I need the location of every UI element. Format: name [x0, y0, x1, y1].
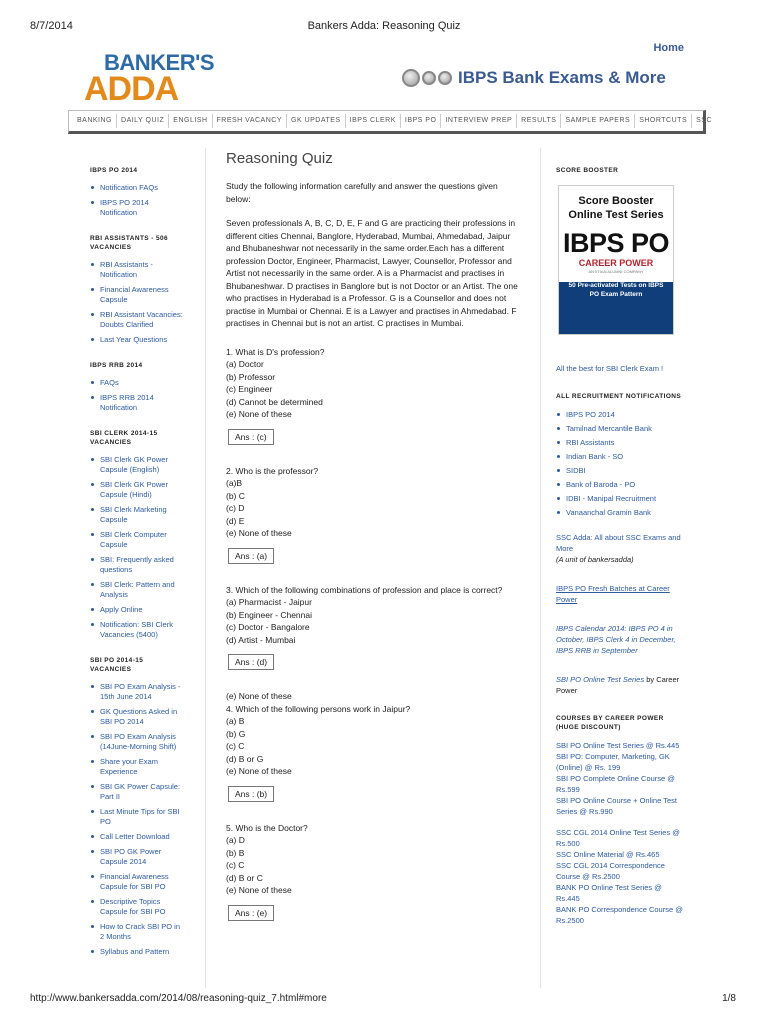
recruitment-link[interactable]: Bank of Baroda - PO	[556, 479, 686, 490]
nav-banking[interactable]: BANKING	[73, 114, 117, 128]
sidebar-link[interactable]: Descriptive Topics Capsule for SBI PO	[90, 897, 186, 917]
sidebar-link[interactable]: Apply Online	[90, 605, 186, 615]
site-logo[interactable]	[84, 50, 215, 108]
option: (e) None of these	[226, 409, 292, 419]
question-text: 1. What is D's profession?	[226, 346, 325, 357]
course-link[interactable]: SBI PO: Computer, Marketing, GK (Online) @ Rs. 199	[556, 752, 670, 772]
sidebar-link[interactable]: Notification: SBI Clerk Vacancies (5400)	[90, 620, 186, 640]
right-sidebar	[556, 166, 686, 926]
answer-button[interactable]: Ans : (b)	[228, 786, 274, 802]
sidebar-link[interactable]: RBI Assistants - Notification	[90, 260, 186, 280]
logo-line2: ADDA	[84, 70, 179, 108]
answer-button[interactable]: Ans : (c)	[228, 429, 274, 445]
banner-line: 50 Pre-activated Tests on IBPS PO Exam Pattern	[568, 282, 664, 298]
sidebar-link[interactable]: IBPS RRB 2014 Notification	[90, 393, 186, 413]
nav-daily-quiz[interactable]: DAILY QUIZ	[117, 114, 169, 128]
ibps-fresh-batches-link[interactable]: IBPS PO Fresh Batches at Career Power	[556, 584, 670, 604]
course-link[interactable]: SBI PO Complete Online Course @ Rs.599	[556, 774, 675, 794]
question-text: 5. Who is the Doctor?	[226, 822, 308, 833]
option: (e) None of these	[226, 766, 292, 776]
nav-ssc[interactable]: SSC	[696, 117, 713, 124]
option: (d) Cannot be determined	[226, 396, 323, 407]
main-nav	[68, 110, 713, 134]
print-url: http://www.bankersadda.com/2014/08/reasoning-quiz_7.html#more	[30, 993, 327, 1004]
question-4	[226, 690, 518, 812]
sidebar-link[interactable]: SBI: Frequently asked questions	[90, 555, 186, 575]
question-3	[226, 584, 518, 681]
question-5	[226, 822, 518, 931]
sidebar-link[interactable]: SBI GK Power Capsule: Part II	[90, 782, 186, 802]
post-title: Reasoning Quiz	[226, 150, 333, 167]
sidebar-heading: COURSES BY CAREER POWER (HUGE DISCOUNT)	[556, 715, 664, 731]
sidebar-link[interactable]: IBPS PO 2014 Notification	[90, 198, 186, 218]
sidebar-link[interactable]: RBI Assistant Vacancies: Doubts Clarified	[90, 310, 186, 330]
option: (c) Doctor - Bangalore	[226, 622, 310, 632]
option: (b) Professor	[226, 371, 276, 382]
course-link[interactable]: BANK PO Online Test Series @ Rs.445	[556, 883, 662, 903]
option: (c) Engineer	[226, 384, 273, 394]
option: (d) E	[226, 515, 245, 526]
question-text: 4. Which of the following persons work in Jaipur?	[226, 703, 411, 714]
sidebar-link[interactable]: Notification FAQs	[90, 183, 186, 193]
nav-shortcuts[interactable]: SHORTCUTS	[635, 114, 692, 128]
banner-line: Score Booster	[578, 195, 654, 207]
question-2	[226, 465, 518, 574]
option: (a) Doctor	[226, 359, 264, 369]
option: (e) None of these	[226, 528, 292, 538]
sidebar-heading: ALL RECRUITMENT NOTIFICATIONS	[556, 393, 682, 400]
sidebar-link[interactable]: SBI PO GK Power Capsule 2014	[90, 847, 186, 867]
column-divider	[205, 148, 206, 988]
nav-results[interactable]: RESULTS	[517, 114, 561, 128]
print-doc-title: Bankers Adda: Reasoning Quiz	[307, 20, 461, 32]
sidebar-link[interactable]: How to Crack SBI PO in 2 Months	[90, 922, 186, 942]
recruitment-link[interactable]: Vanaanchal Gramin Bank	[556, 507, 686, 518]
sidebar-link[interactable]: SBI Clerk Computer Capsule	[90, 530, 186, 550]
answer-button[interactable]: Ans : (d)	[228, 654, 274, 670]
sidebar-link[interactable]: GK Questions Asked in SBI PO 2014	[90, 707, 186, 727]
banner-line: IBPS PO	[562, 228, 670, 258]
recruitment-link[interactable]: IBPS PO 2014	[556, 409, 686, 420]
sbi-test-series-by: by Career Power	[556, 675, 680, 695]
sidebar-link[interactable]: Call Letter Download	[90, 832, 186, 842]
nav-gk-updates[interactable]: GK UPDATES	[287, 114, 346, 128]
option: (c) C	[226, 741, 245, 751]
recruitment-link[interactable]: Indian Bank - SO	[556, 451, 686, 462]
print-date: 8/7/2014	[30, 20, 73, 32]
recruitment-link[interactable]: IDBI - Manipal Recruitment	[556, 493, 686, 504]
course-link[interactable]: BANK PO Correspondence Course @ Rs.2500	[556, 905, 683, 925]
sidebar-link[interactable]: SBI Clerk Marketing Capsule	[90, 505, 186, 525]
banner-line: CAREER POWER	[578, 258, 654, 268]
option: (b) B	[226, 847, 245, 858]
question-text: 3. Which of the following combinations of profession and place is correct?	[226, 584, 503, 595]
course-link[interactable]: SBI PO Online Course + Online Test Series @ Rs.990	[556, 796, 677, 816]
option: (a) B	[226, 716, 245, 726]
sidebar-heading: SBI CLERK 2014-15 VACANCIES	[90, 430, 158, 446]
sidebar-link[interactable]: SBI Clerk GK Power Capsule (English)	[90, 455, 186, 475]
nav-english[interactable]: ENGLISH	[169, 114, 212, 128]
sidebar-link[interactable]: Financial Awareness Capsule for SBI PO	[90, 872, 186, 892]
sidebar-link[interactable]: Syllabus and Pattern	[90, 947, 186, 957]
option: (d) Artist - Mumbai	[226, 634, 296, 645]
option: (c) C	[226, 860, 245, 870]
sidebar-heading: IBPS PO 2014	[90, 167, 138, 174]
nav-ibps-clerk[interactable]: IBPS CLERK	[346, 114, 401, 128]
header-tagline: IBPS Bank Exams & More	[458, 68, 666, 87]
answer-button[interactable]: Ans : (a)	[228, 548, 274, 564]
bubble-icon	[422, 71, 436, 85]
post-intro: Study the following information carefully and answer the questions given below:	[226, 181, 498, 204]
sidebar-link[interactable]: Share your Exam Experience	[90, 757, 186, 777]
recruitment-link[interactable]: RBI Assistants	[556, 437, 686, 448]
banner-line: Online Test Series	[568, 209, 664, 221]
ibps-calendar-link[interactable]: IBPS Calendar 2014: IBPS PO 4 in October, IBPS Clerk 4 in December, IBPS RRB in September	[556, 624, 676, 655]
option: (b) Engineer - Chennai	[226, 609, 312, 620]
option: (d) B or C	[226, 872, 263, 883]
option: (c) D	[226, 503, 245, 513]
recruitment-link[interactable]: Tamilnad Mercantile Bank	[556, 423, 686, 434]
option: (b) G	[226, 728, 246, 739]
header-banner	[402, 68, 666, 88]
option: (b) C	[226, 490, 245, 501]
sidebar-heading: RBI ASSISTANTS - 506 VACANCIES	[90, 235, 169, 251]
sidebar-link[interactable]: Last Year Questions	[90, 335, 186, 345]
option: (d) B or G	[226, 753, 264, 764]
sidebar-link[interactable]: Last Minute Tips for SBI PO	[90, 807, 186, 827]
column-divider	[540, 148, 541, 988]
course-link[interactable]: SBI PO Online Test Series @ Rs.445	[556, 741, 680, 750]
bubble-icon	[402, 69, 420, 87]
nav-ibps-po[interactable]: IBPS PO	[401, 114, 442, 128]
nav-fresh-vacancy[interactable]: FRESH VACANCY	[213, 114, 288, 128]
answer-button[interactable]: Ans : (e)	[228, 905, 274, 921]
option: (e) None of these	[226, 885, 292, 895]
sidebar-link[interactable]: SBI PO Exam Analysis - 15th June 2014	[90, 682, 186, 702]
course-link[interactable]: SSC CGL 2014 Correspondence Course @ Rs.2500	[556, 861, 665, 881]
sbi-test-series-link[interactable]: SBI PO Online Test Series	[556, 675, 645, 684]
banner-line: AN IITIAN ALUMNI COMPANY	[588, 269, 644, 274]
ssc-adda-subtitle: (A unit of bankersadda)	[556, 555, 634, 564]
left-sidebar	[90, 166, 186, 973]
option: (a)B	[226, 478, 243, 488]
print-page-number: 1/8	[722, 993, 736, 1004]
sidebar-link[interactable]: SBI PO Exam Analysis (14June-Morning Shift)	[90, 732, 186, 752]
option: (a) Pharmacist - Jaipur	[226, 597, 312, 607]
post-content	[226, 150, 518, 931]
option: (a) D	[226, 835, 245, 845]
ssc-adda-link[interactable]: SSC Adda: All about SSC Exams and More	[556, 533, 681, 553]
question-text: 2. Who is the professor?	[226, 465, 319, 476]
nav-sample-papers[interactable]: SAMPLE PAPERS	[561, 114, 635, 128]
course-link[interactable]: SSC Online Material @ Rs.465	[556, 850, 660, 859]
best-wishes-link[interactable]: All the best for SBI Clerk Exam !	[556, 364, 664, 373]
sidebar-heading: SCORE BOOSTER	[556, 167, 619, 174]
option: (e) None of these	[226, 691, 292, 701]
course-link[interactable]: SSC CGL 2014 Online Test Series @ Rs.500	[556, 828, 680, 848]
sidebar-link[interactable]: SBI Clerk GK Power Capsule (Hindi)	[90, 480, 186, 500]
sidebar-heading: SBI PO 2014-15 VACANCIES	[90, 657, 144, 673]
question-1	[226, 346, 518, 455]
logo-line1: BANKER'S	[104, 50, 215, 75]
puzzle-passage: Seven professionals A, B, C, D, E, F and G are practicing their professions in different cities Chennai, Banglore, Hyderabad, Mumbai, Ahmedabad, Jaipur and Bhubaneshwar not necessarily in the same order.Each has a different profession Doctor, Engineer, Pharmacist, Lawyer, Counsellor, Professor and Artist not necessarily in the same order. A is a Pharmacist and practises in Bhubaneshwar. D practises in Banglore but is not Doctor or an Artist. The one who practises in Hyderabad is a Professor. G is a Counsellor and does not practise in Mumbai or Chennai. E is a Lawyer and practises in Ahmedabad. F practises in Chennai but is not an artist. C practises in Mumbai.	[226, 218, 518, 328]
home-link[interactable]: Home	[653, 42, 684, 54]
score-booster-banner[interactable]	[558, 185, 674, 335]
sidebar-heading: IBPS RRB 2014	[90, 362, 143, 369]
sidebar-link[interactable]: FAQs	[90, 378, 186, 388]
sidebar-link[interactable]: SBI Clerk: Pattern and Analysis	[90, 580, 186, 600]
sidebar-link[interactable]: Financial Awareness Capsule	[90, 285, 186, 305]
recruitment-link[interactable]: SIDBI	[556, 465, 686, 476]
bubble-icon	[438, 71, 452, 85]
nav-interview-prep[interactable]: INTERVIEW PREP	[441, 114, 517, 128]
